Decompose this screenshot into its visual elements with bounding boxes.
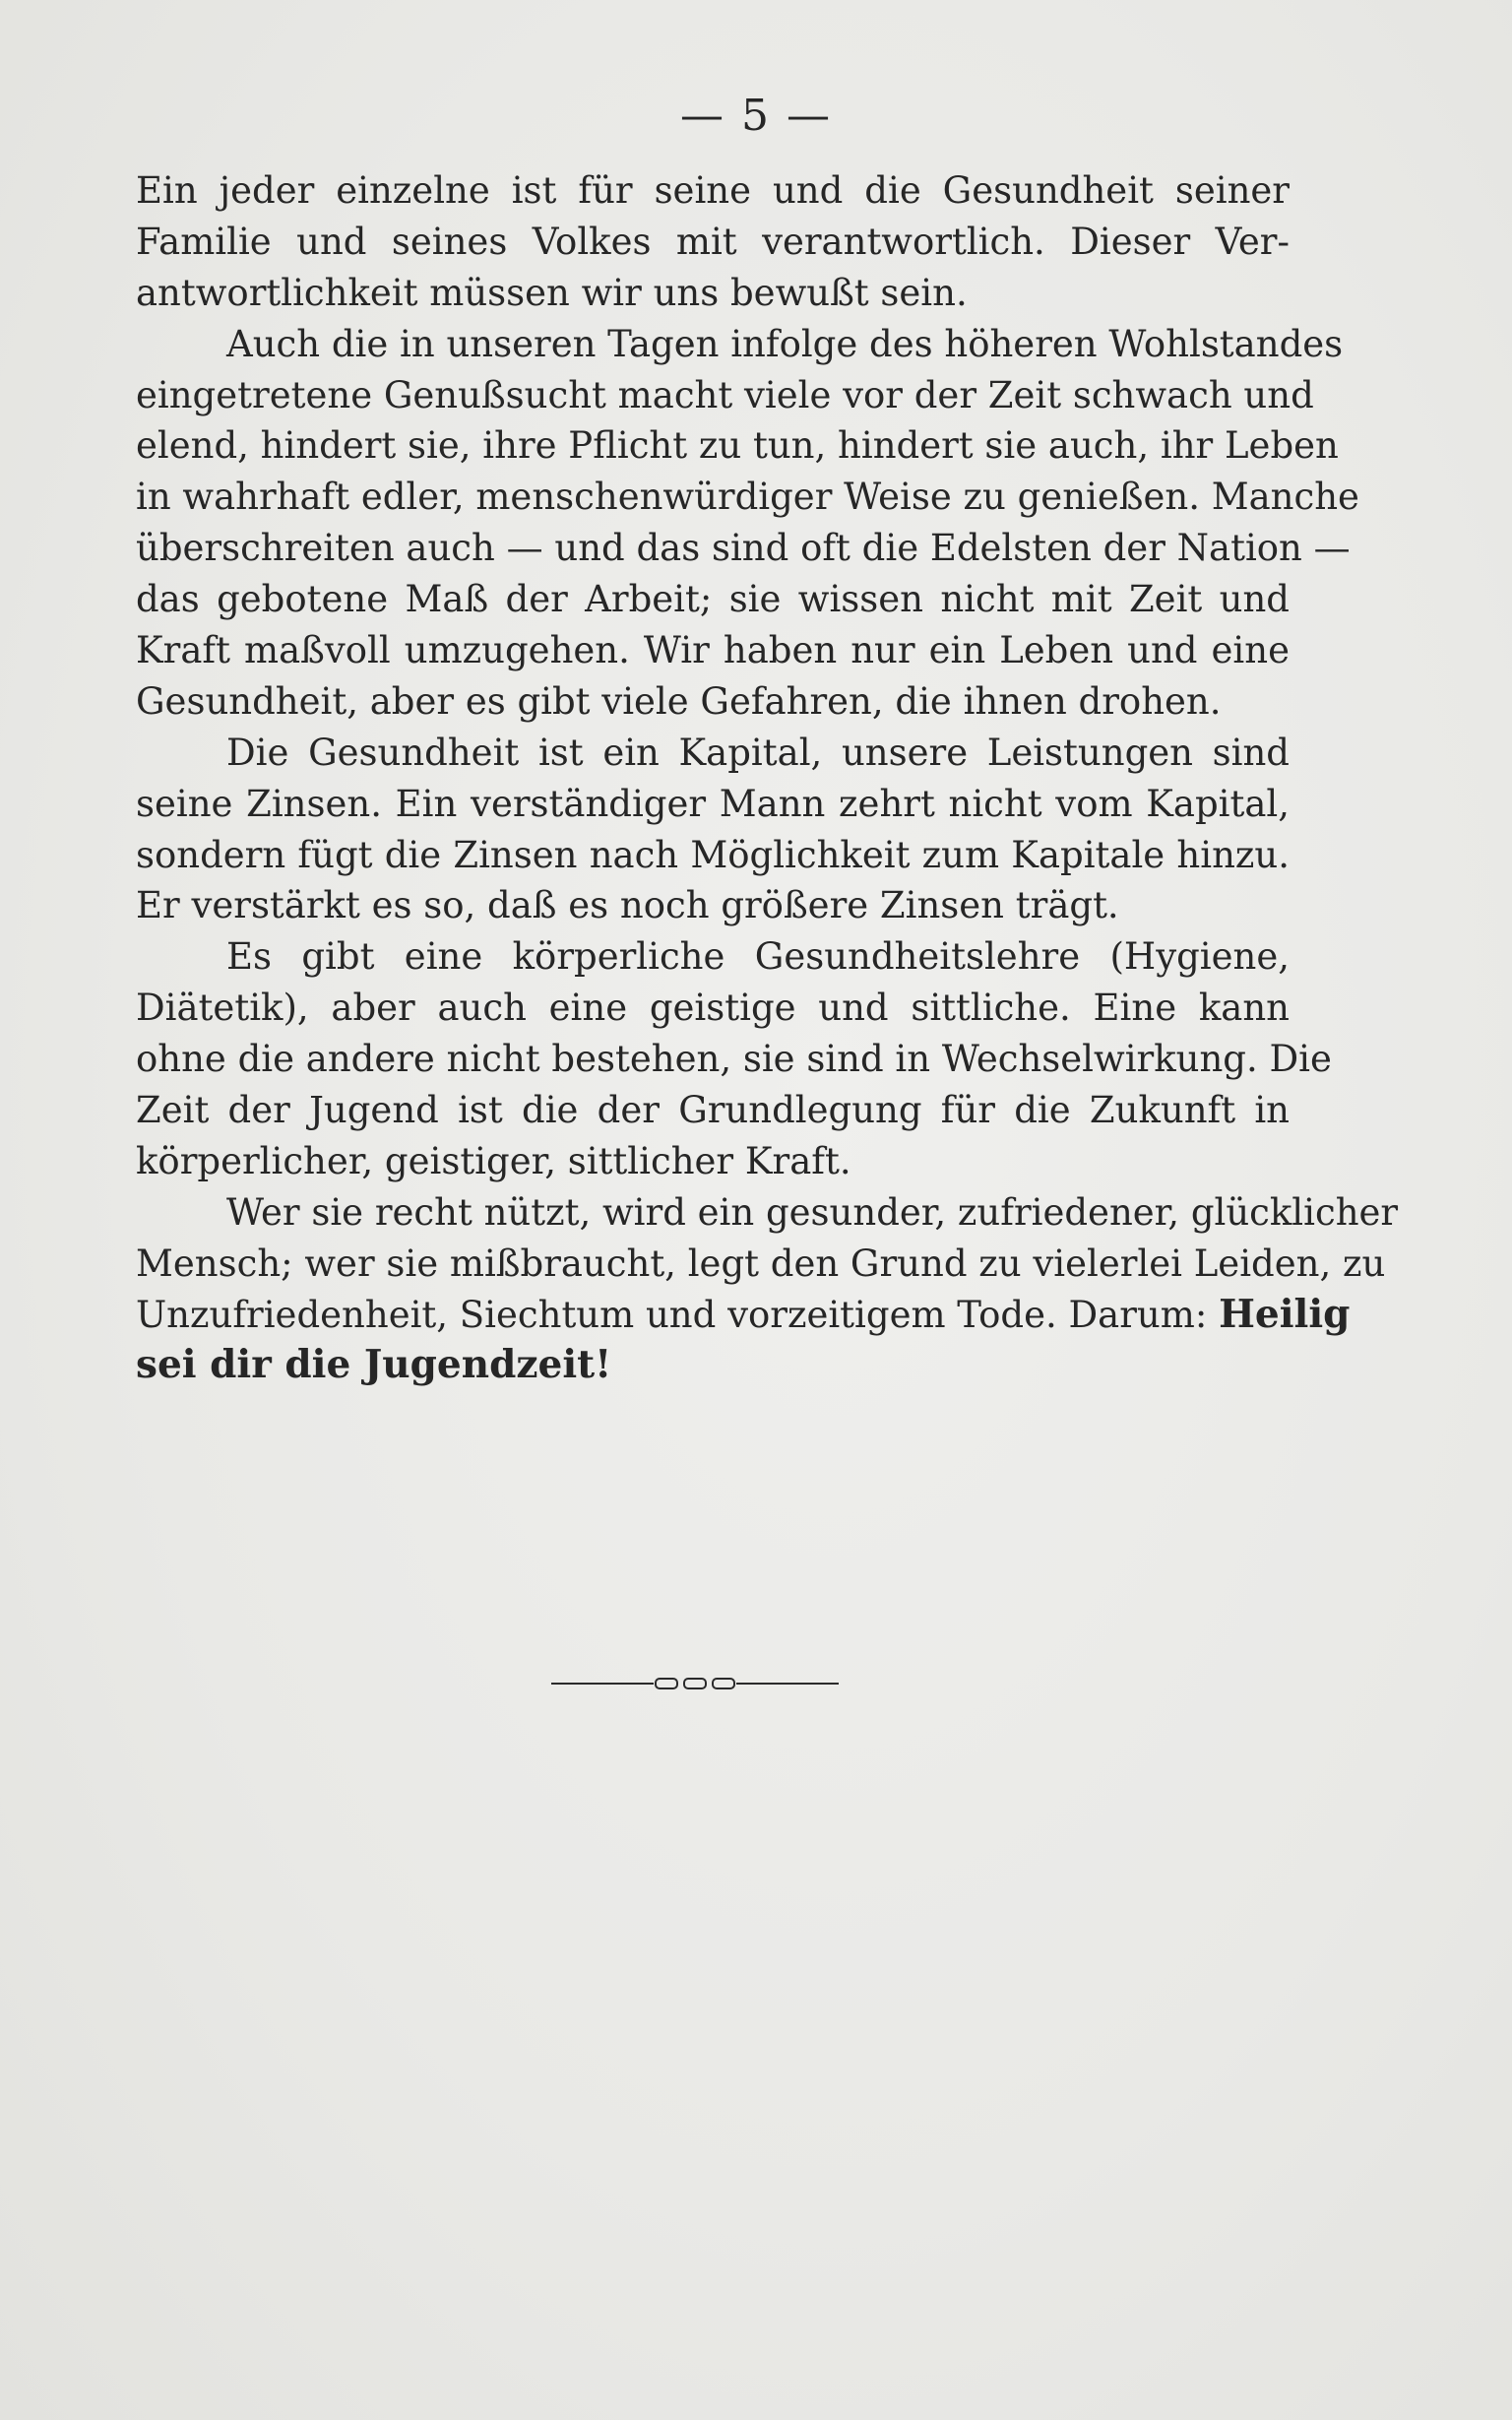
text-line [136, 1136, 1290, 1187]
text-line [136, 1290, 1351, 1341]
line-text: Unzufriedenheit, Siechtum und vorzeitigem Tode. Darum: [136, 1293, 1208, 1336]
text-line [136, 574, 1290, 625]
line-text: Er verstärkt es so, daß es noch größere Zinsen trägt. [136, 884, 1119, 927]
line-text: körperlicher, geistiger, sittlicher Kraft. [136, 1139, 851, 1182]
line-text: eingetretene Genußsucht macht viele vor der Zeit schwach und [136, 373, 1314, 416]
text-line [136, 983, 1290, 1034]
text-line [136, 779, 1290, 830]
line-text: in wahrhaft edler, menschenwürdiger Weise zu genießen. Manche [136, 476, 1359, 519]
line-text: Familie und seines Volkes mit verantwortlich. Dieser Ver- [136, 220, 1290, 263]
text-line [136, 728, 1290, 779]
line-text: Ein jeder einzelne ist für seine und die Gesundheit seiner [136, 169, 1290, 212]
text-line [136, 165, 1290, 217]
text-line [136, 268, 1290, 319]
text-line [136, 472, 1359, 523]
text-line [136, 1187, 1399, 1239]
text-line [136, 523, 1351, 574]
line-text: Gesundheit, aber es gibt viele Gefahren, die ihnen drohen. [136, 679, 1222, 723]
text-line [136, 1034, 1332, 1085]
end-ornament [551, 1674, 839, 1693]
text-line [136, 319, 1344, 370]
bold-emphasis: sei dir die Jugendzeit! [136, 1342, 612, 1388]
line-text: ohne die andere nicht bestehen, sie sind in Wechselwirkung. Die [136, 1038, 1332, 1081]
text-line [136, 830, 1290, 881]
page-number: — 5 — [680, 91, 832, 141]
line-text: Diätetik), aber auch eine geistige und sittliche. Eine kann [136, 987, 1290, 1030]
text-line [136, 1340, 1290, 1391]
body-text [136, 165, 1399, 1391]
line-text: Auch die in unseren Tagen infolge des höheren Wohlstandes [226, 322, 1344, 365]
text-line [136, 625, 1290, 676]
text-line [136, 931, 1290, 983]
text-line [136, 1239, 1386, 1290]
line-text: sondern fügt die Zinsen nach Möglichkeit zum Kapitale hinzu. [136, 833, 1290, 876]
text-line [136, 1085, 1290, 1136]
text-line [136, 370, 1314, 421]
line-text: Es gibt eine körperliche Gesundheitslehre (Hygiene, [226, 935, 1290, 979]
line-text: Mensch; wer sie mißbraucht, legt den Grund zu vielerlei Leiden, zu [136, 1242, 1386, 1285]
line-text: seine Zinsen. Ein verständiger Mann zehrt nicht vom Kapital, [136, 782, 1290, 825]
line-text: Zeit der Jugend ist die der Grundlegung für die Zukunft in [136, 1089, 1290, 1132]
line-text: Wer sie recht nützt, wird ein gesunder, zufriedener, glücklicher [226, 1190, 1399, 1234]
line-text: Kraft maßvoll umzugehen. Wir haben nur ein Leben und eine [136, 629, 1290, 672]
line-text: Die Gesundheit ist ein Kapital, unsere Leistungen sind [226, 731, 1290, 774]
text-line [136, 217, 1290, 268]
text-line [136, 420, 1339, 472]
text-line [136, 880, 1290, 931]
text-line [136, 676, 1290, 728]
line-text: das gebotene Maß der Arbeit; sie wissen nicht mit Zeit und [136, 578, 1290, 621]
line-text: antwortlichkeit müssen wir uns bewußt sein. [136, 271, 968, 314]
bold-emphasis: Heilig [1219, 1291, 1351, 1337]
line-text: überschreiten auch — und das sind oft die Edelsten der Nation — [136, 527, 1351, 570]
line-text: elend, hindert sie, ihre Pflicht zu tun, hindert sie auch, ihr Leben [136, 424, 1339, 468]
